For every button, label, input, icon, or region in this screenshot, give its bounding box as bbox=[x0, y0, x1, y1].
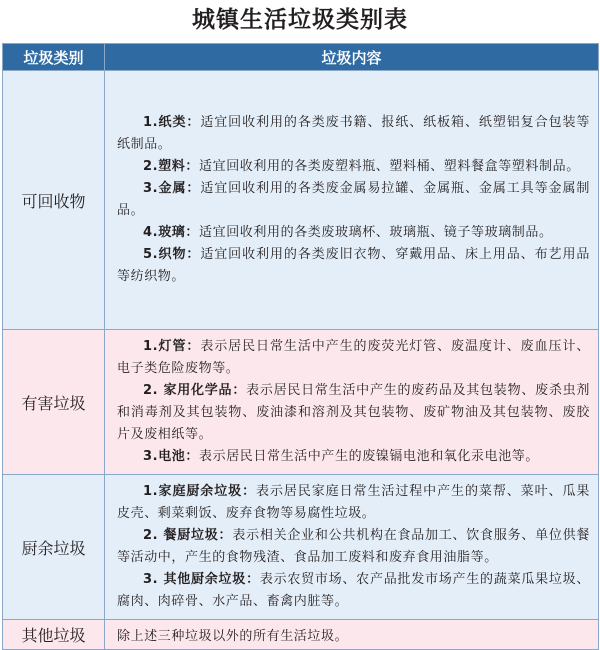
content-hazardous bbox=[105, 330, 599, 475]
table-row-kitchen bbox=[3, 475, 599, 620]
table-header-row bbox=[3, 44, 599, 71]
header-content: 垃圾内容 bbox=[105, 44, 599, 71]
item-separator: ： bbox=[218, 528, 233, 543]
item-name: 其他厨余垃圾 bbox=[163, 572, 247, 587]
list-item bbox=[117, 380, 590, 446]
item-separator: ： bbox=[186, 247, 201, 262]
category-recyclable: 可回收物 bbox=[3, 71, 105, 330]
item-number: 2. bbox=[143, 159, 159, 174]
item-number: 3. bbox=[143, 181, 159, 196]
item-number: 5. bbox=[143, 247, 159, 262]
item-text: 适宜回收利用的各类废书籍、报纸、纸板箱、纸塑铝复合包装等纸制品。 bbox=[117, 115, 590, 152]
item-name: 电池 bbox=[158, 449, 186, 464]
list-item bbox=[117, 336, 590, 380]
item-text: 适宜回收利用的各类废玻璃杯、玻璃瓶、镜子等玻璃制品。 bbox=[199, 225, 553, 240]
item-separator: ： bbox=[232, 383, 247, 398]
garbage-category-table bbox=[2, 43, 599, 650]
list-item bbox=[117, 481, 590, 525]
item-name: 纸类 bbox=[158, 115, 187, 130]
item-separator: ： bbox=[185, 225, 199, 240]
category-kitchen: 厨余垃圾 bbox=[3, 475, 105, 620]
item-separator: ： bbox=[186, 115, 201, 130]
item-number: 3. bbox=[143, 572, 164, 587]
item-name: 餐厨垃圾 bbox=[163, 528, 219, 543]
item-text: 表示农贸市场、农产品批发市场产生的蔬菜瓜果垃圾、腐肉、肉碎骨、水产品、畜禽内脏等。 bbox=[117, 572, 590, 609]
page-title: 城镇生活垃圾类别表 bbox=[192, 7, 408, 33]
item-separator: ： bbox=[246, 572, 260, 587]
item-text: 适宜回收利用的各类废金属易拉罐、金属瓶、金属工具等金属制品。 bbox=[117, 181, 590, 218]
item-number: 2. bbox=[143, 383, 164, 398]
list-item bbox=[117, 178, 590, 222]
list-item bbox=[117, 112, 590, 156]
item-name: 金属 bbox=[158, 181, 187, 196]
item-name: 塑料 bbox=[158, 159, 186, 174]
item-name: 玻璃 bbox=[158, 225, 186, 240]
item-text: 适宜回收利用的各类废旧衣物、穿戴用品、床上用品、布艺用品等纺织物。 bbox=[117, 247, 590, 284]
item-separator: ： bbox=[185, 449, 199, 464]
item-number: 1. bbox=[143, 339, 159, 354]
category-hazardous: 有害垃圾 bbox=[3, 330, 105, 475]
item-text: 适宜回收利用的各类废塑料瓶、塑料桶、塑料餐盒等塑料制品。 bbox=[199, 159, 580, 174]
item-text: 表示居民家庭日常生活过程中产生的菜帮、菜叶、瓜果皮壳、剩菜剩饭、废弃食物等易腐性垃圾。 bbox=[117, 484, 590, 521]
item-name: 家用化学品 bbox=[163, 383, 233, 398]
item-text: 表示相关企业和公共机构在食品加工、饮食服务、单位供餐等活动中，产生的食物残渣、食品加工废料和废弃食用油脂等。 bbox=[117, 528, 590, 565]
item-text: 表示居民日常生活中产生的废药品及其包装物、废杀虫剂和消毒剂及其包装物、废油漆和溶剂及其包装物、废矿物油及其包装物、废胶片及废相纸等。 bbox=[117, 383, 590, 442]
item-separator: ： bbox=[186, 181, 201, 196]
list-item bbox=[117, 446, 590, 468]
table-row-hazardous bbox=[3, 330, 599, 475]
list-item bbox=[117, 569, 590, 613]
header-category: 垃圾类别 bbox=[3, 44, 105, 71]
table-row-other bbox=[3, 620, 599, 650]
item-separator: ： bbox=[242, 484, 257, 499]
list-item bbox=[117, 156, 590, 178]
item-name: 家庭厨余垃圾 bbox=[158, 484, 243, 499]
item-number: 2. bbox=[143, 528, 164, 543]
item-text: 表示居民日常生活中产生的废镍镉电池和氧化汞电池等。 bbox=[199, 449, 540, 464]
item-name: 织物 bbox=[158, 247, 187, 262]
item-name: 灯管 bbox=[158, 339, 187, 354]
item-number: 4. bbox=[143, 225, 159, 240]
item-separator: ： bbox=[186, 339, 201, 354]
list-item bbox=[117, 222, 590, 244]
list-item bbox=[117, 525, 590, 569]
list-item bbox=[117, 244, 590, 288]
item-text: 表示居民日常生活中产生的废荧光灯管、废温度计、废血压计、电子类危险废物等。 bbox=[117, 339, 590, 376]
item-number: 3. bbox=[143, 449, 159, 464]
content-kitchen bbox=[105, 475, 599, 620]
table-row-recyclable bbox=[3, 71, 599, 330]
item-number: 1. bbox=[143, 484, 159, 499]
item-number: 1. bbox=[143, 115, 159, 130]
content-recyclable bbox=[105, 71, 599, 330]
category-other: 其他垃圾 bbox=[3, 620, 105, 650]
content-other: 除上述三种垃圾以外的所有生活垃圾。 bbox=[105, 620, 599, 650]
item-separator: ： bbox=[185, 159, 199, 174]
